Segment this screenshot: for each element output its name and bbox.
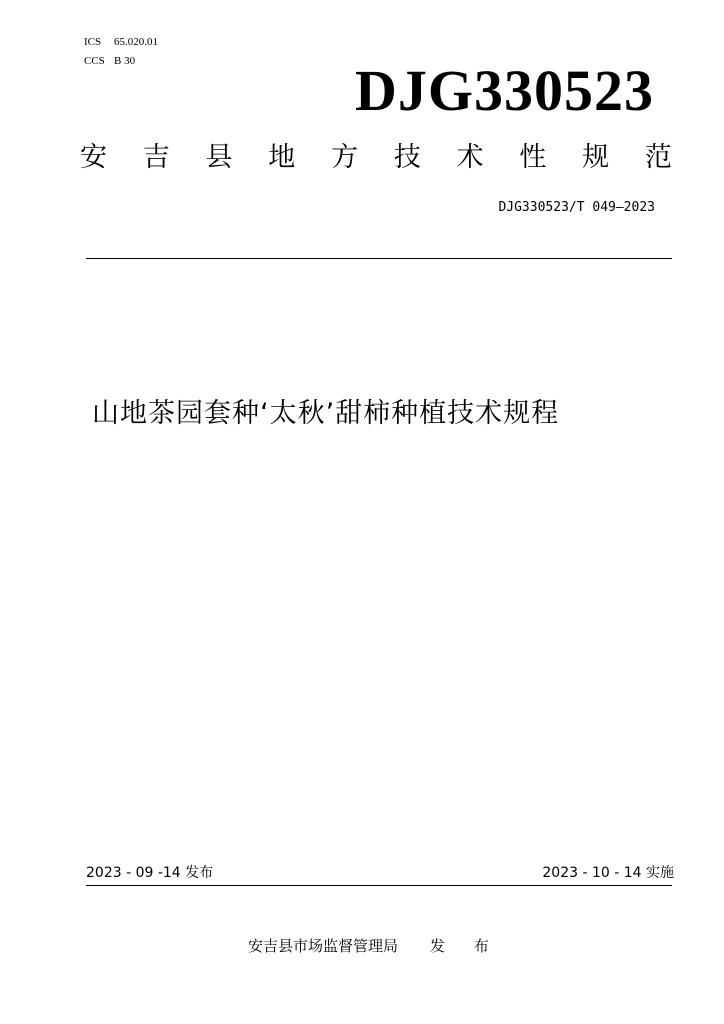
- publish-date: 2023 - 09 -14 发布: [86, 865, 214, 881]
- issuer-name: 安吉县市场监督管理局: [248, 937, 399, 955]
- issuer-line: [248, 935, 501, 957]
- ccs-code: [84, 54, 135, 68]
- standard-code-heading: DJG330523: [355, 58, 654, 123]
- standard-type-char: 性: [519, 142, 547, 173]
- ics-label: ICS: [84, 36, 102, 48]
- document-title: 山地茶园套种‘太秋’甜柿种植技术规程: [92, 398, 560, 429]
- standard-type-char: 地: [268, 142, 296, 173]
- header-divider: [86, 258, 672, 259]
- footer-divider: [86, 885, 672, 886]
- standard-type-char: 术: [456, 142, 484, 173]
- standard-type-char: 方: [331, 142, 359, 173]
- ics-value: 65.020.01: [114, 36, 158, 48]
- standard-type-heading: [80, 140, 672, 176]
- standard-type-char: 技: [393, 142, 421, 173]
- issue-word: 发 布: [430, 937, 501, 955]
- standard-type-char: 范: [644, 142, 672, 173]
- ccs-value: B 30: [114, 55, 136, 67]
- ccs-label: CCS: [84, 55, 105, 67]
- effective-date: 2023 - 10 - 14 实施: [542, 865, 674, 881]
- standard-type-char: 规: [582, 142, 610, 173]
- standard-type-char: 县: [205, 142, 233, 173]
- standard-number: DJG330523/T 049—2023: [498, 200, 655, 215]
- standard-type-char: 吉: [142, 142, 170, 173]
- standard-type-char: 安: [80, 142, 107, 173]
- ics-code: [84, 35, 158, 49]
